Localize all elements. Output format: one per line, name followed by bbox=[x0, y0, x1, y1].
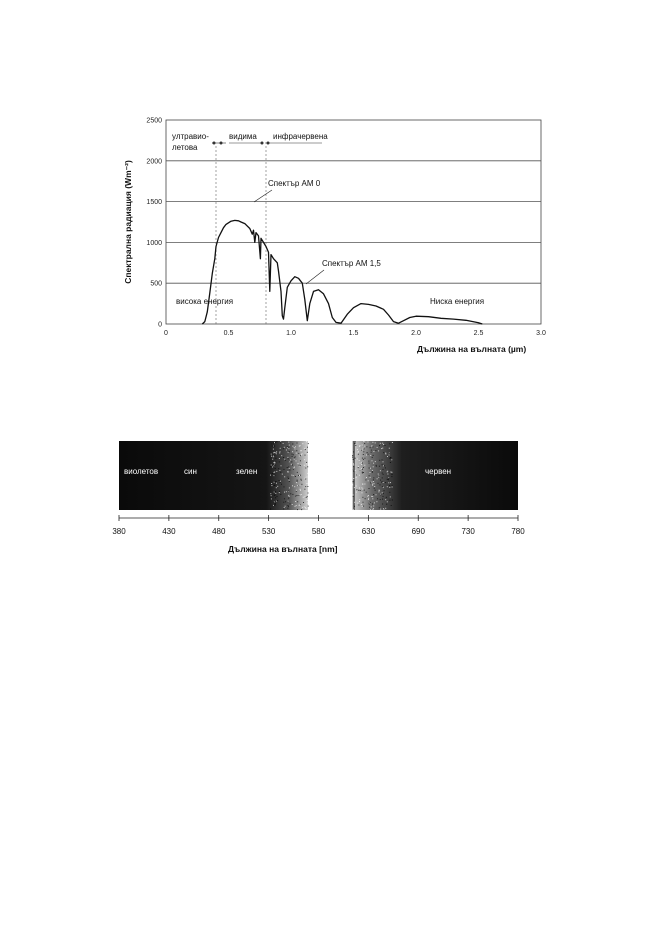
x-tick-labels bbox=[164, 330, 546, 337]
spectrum-tick-580: 580 bbox=[311, 527, 326, 536]
low-energy-label: Ниска енергия bbox=[430, 297, 485, 306]
y-axis-title: Спектрална радиация (Wm⁻²) bbox=[123, 160, 133, 284]
y-tick-labels bbox=[146, 118, 162, 329]
x-tick-1.5: 1.5 bbox=[348, 330, 359, 337]
region-range-lines bbox=[212, 142, 322, 144]
y-tick-1000: 1000 bbox=[146, 239, 162, 247]
y-tick-1500: 1500 bbox=[146, 199, 162, 207]
high-energy-label: висока енергия bbox=[176, 297, 234, 306]
band-label-green: зелен bbox=[236, 467, 258, 476]
visible-label: видима bbox=[229, 132, 257, 141]
uv-label-line2: летова bbox=[172, 143, 198, 152]
band-label-blue: син bbox=[184, 467, 197, 476]
x-axis-title: Дължина на вълната (µm) bbox=[417, 344, 527, 354]
y-tick-2500: 2500 bbox=[146, 117, 162, 125]
spectrum-tick-630: 630 bbox=[361, 527, 376, 536]
visible-spectrum-band bbox=[112, 441, 525, 554]
x-tick-3.0: 3.0 bbox=[536, 330, 546, 337]
spectrum-tick-730: 730 bbox=[461, 527, 475, 536]
am0-pointer bbox=[254, 190, 272, 202]
plot-area-frame bbox=[166, 120, 541, 324]
solar-spectrum-chart bbox=[123, 118, 546, 355]
spectrum-tick-480: 480 bbox=[212, 527, 226, 536]
x-tick-0: 0 bbox=[164, 330, 168, 337]
x-tick-2.5: 2.5 bbox=[473, 330, 484, 337]
spectrum-tick-530: 530 bbox=[261, 527, 276, 536]
am15-label: Спектър АМ 1,5 bbox=[322, 259, 381, 268]
spectrum-axis-title: Дължина на вълната [nm] bbox=[228, 544, 338, 554]
x-tick-0.5: 0.5 bbox=[223, 330, 234, 337]
y-tick-2000: 2000 bbox=[146, 158, 162, 166]
spectrum-tick-430: 430 bbox=[162, 527, 176, 536]
am15-pointer bbox=[306, 270, 324, 284]
spectrum-tick-380: 380 bbox=[112, 527, 126, 536]
y-tick-0: 0 bbox=[158, 321, 162, 329]
am0-label: Спектър АМ 0 bbox=[268, 179, 321, 188]
band-label-red: червен bbox=[425, 467, 452, 476]
x-tick-2.0: 2.0 bbox=[411, 330, 421, 337]
spectrum-tick-780: 780 bbox=[511, 527, 525, 536]
am15-spectrum-line bbox=[202, 220, 485, 324]
y-tick-500: 500 bbox=[150, 280, 162, 288]
spectrum-tick-690: 690 bbox=[411, 527, 425, 536]
infrared-label: инфрачервена bbox=[273, 132, 328, 141]
uv-label-line1: ултравио- bbox=[172, 132, 209, 141]
band-label-violet: виолетов bbox=[124, 467, 159, 476]
x-tick-1.0: 1.0 bbox=[286, 330, 296, 337]
